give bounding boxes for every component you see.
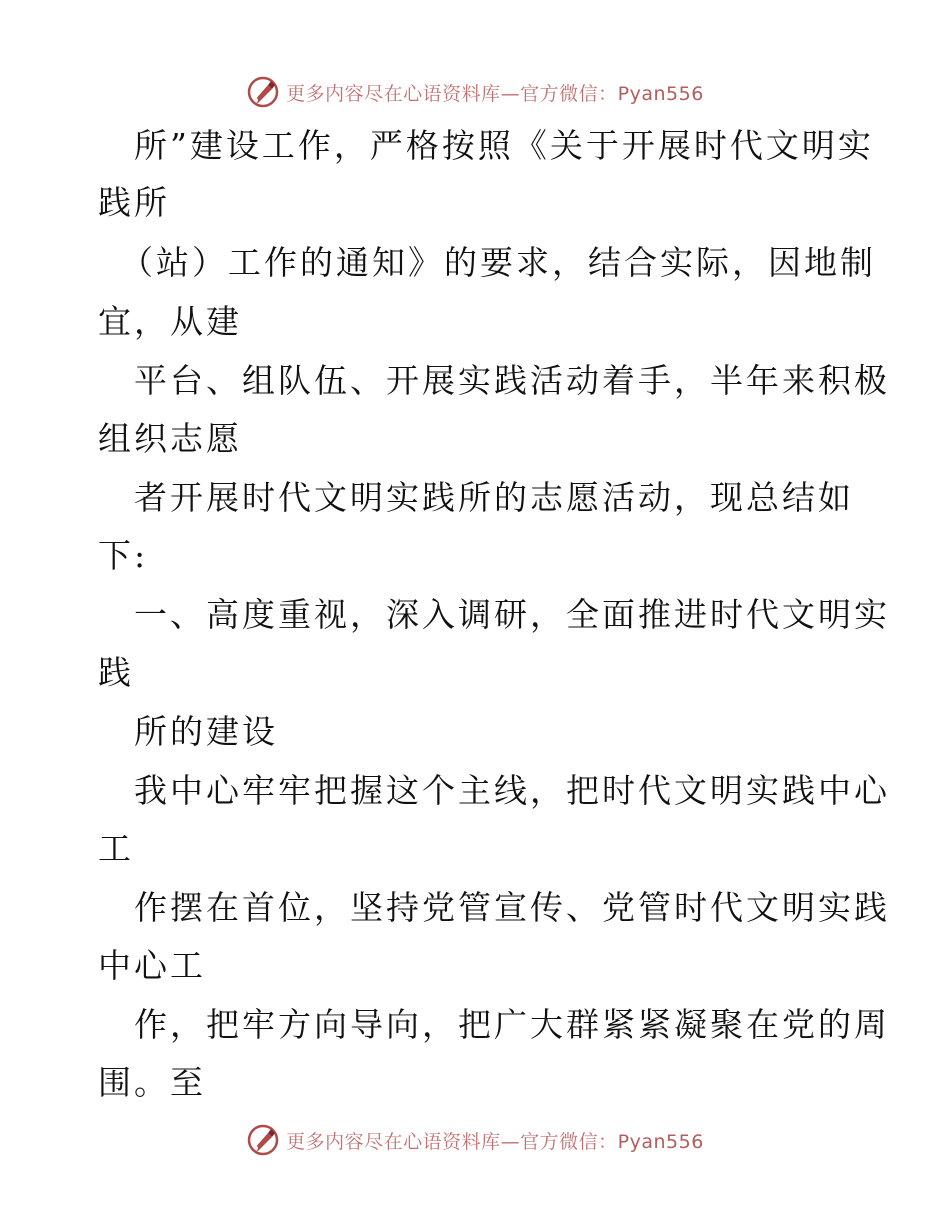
text-line: 践 <box>98 653 134 692</box>
footer-banner <box>0 1120 950 1160</box>
text-line: 宜，从建 <box>98 302 242 341</box>
text-line: 作摆在首位，坚持党管宣传、党管时代文明实践 <box>134 888 890 927</box>
footer-wechat-id: Pyan556 <box>617 1130 704 1153</box>
text-line: （站）工作的通知》的要求，结合实际，因地制 <box>120 243 876 282</box>
header-banner-text: 更多内容尽在心语资料库—官方微信： <box>286 82 618 105</box>
text-line: 工 <box>98 829 134 868</box>
text-line: 者开展时代文明实践所的志愿活动，现总结如 <box>134 478 854 517</box>
text-line: 下: <box>98 536 149 575</box>
pen-logo-icon <box>246 75 280 109</box>
text-line: 我中心牢牢把握这个主线，把时代文明实践中心 <box>134 771 890 810</box>
pen-logo-icon <box>246 1123 280 1157</box>
text-line: 组织志愿 <box>98 419 242 458</box>
text-line: 一、高度重视，深入调研，全面推进时代文明实 <box>134 595 890 634</box>
text-line: 平台、组队伍、开展实践活动着手，半年来积极 <box>134 361 890 400</box>
header-wechat-id: Pyan556 <box>617 82 704 105</box>
text-line: 作，把牢方向导向，把广大群紧紧凝聚在党的周 <box>134 1005 890 1044</box>
text-line: 所的建设 <box>134 712 278 751</box>
text-line: 所”建设工作，严格按照《关于开展时代文明实 <box>134 126 874 165</box>
text-line: 中心工 <box>98 946 206 985</box>
text-line: 践所 <box>98 183 170 222</box>
header-banner <box>0 72 950 112</box>
text-line: 围。至 <box>98 1063 206 1102</box>
footer-banner-text: 更多内容尽在心语资料库—官方微信： <box>286 1130 618 1153</box>
